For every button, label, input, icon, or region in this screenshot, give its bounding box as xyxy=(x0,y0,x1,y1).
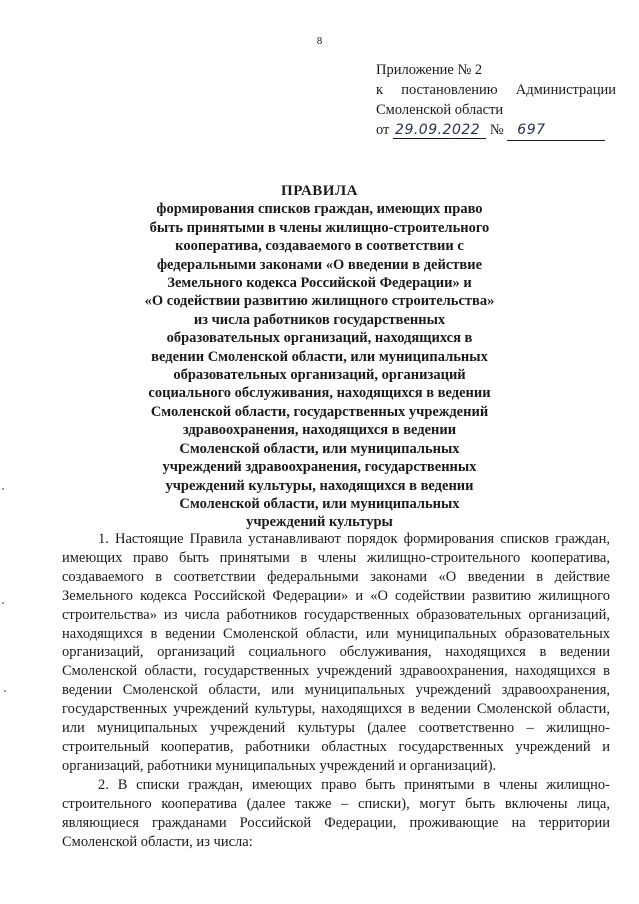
scan-speck xyxy=(2,602,4,604)
title-line: Смоленской области, государственных учреждений xyxy=(150,403,489,420)
title-heading: ПРАВИЛА xyxy=(281,183,358,199)
document-title xyxy=(100,182,539,532)
title-line: образовательных организаций, находящихся в xyxy=(166,330,473,347)
title-line: быть принятыми в члены жилищно-строительного xyxy=(149,219,490,236)
title-line: учреждений культуры, находящихся в ведении xyxy=(165,477,474,494)
paragraph: 1. Настоящие Правила устанавливают порядок формирования списков граждан, имеющих право быть принятыми в члены жилищно-строительного кооператива, создаваемого в соответствии федеральными законами «О введении в действие Земельного кодекса Российской Федерации» и «О содействии развитию жилищного строительства» из числа работников государственных образовательных организаций, находящихся в ведении Смоленской области, или муниципальных образовательных организаций, организаций социального обслуживания, находящихся в ведении Смоленской области, государственных учреждений здравоохранения, находящихся в ведении Смоленской области, или муниципальных учреждений здравоохранения, государственных учреждений культуры, находящихся в ведении Смоленской области, или муниципальных учреждений культуры (далее соответственно – жилищно-строительный кооператив, работники областных государственных учреждений и организаций, работники муниципальных учреждений и организаций). xyxy=(62,531,610,774)
title-line: Земельного кодекса Российской Федерации» и xyxy=(167,275,472,292)
title-line: здравоохранения, находящихся в ведении xyxy=(182,422,457,439)
paragraph: 2. В списки граждан, имеющих право быть принятыми в члены жилищно-строительного кооператива (далее также – списки), могут быть включены лица, являющиеся гражданами Российской Федерации, проживающие на территории Смоленской области, из числа: xyxy=(62,776,610,850)
handwritten-date: 29.09.2022 xyxy=(393,122,486,139)
scan-speck xyxy=(2,488,4,490)
title-line: кооператива, создаваемого в соответствии с xyxy=(175,238,464,255)
number-sign: № xyxy=(489,122,504,138)
title-line: Смоленской области, или муниципальных xyxy=(179,495,460,512)
annex-word: к xyxy=(376,82,384,98)
annex-word: постановлению xyxy=(401,82,498,98)
title-line: ведении Смоленской области, или муниципальных xyxy=(151,348,488,365)
annex-block xyxy=(376,60,616,141)
title-line: «О содействии развитию жилищного строительства» xyxy=(144,293,495,310)
title-line: образовательных организаций, организаций xyxy=(173,367,466,384)
body-text xyxy=(62,530,610,851)
date-prefix: от xyxy=(376,122,390,138)
title-line: учреждений здравоохранения, государственных xyxy=(162,459,477,476)
title-line: учреждений культуры xyxy=(246,514,393,531)
annex-title: Приложение № 2 xyxy=(376,62,483,78)
annex-date-row xyxy=(376,120,616,141)
annex-region: Смоленской области xyxy=(376,102,504,118)
title-line: из числа работников государственных xyxy=(193,311,446,328)
title-line: федеральными законами «О введении в действие xyxy=(156,256,483,273)
page-number: 8 xyxy=(316,35,323,47)
scan-speck xyxy=(4,690,6,692)
title-line: социального обслуживания, находящихся в ведении xyxy=(148,385,491,402)
annex-word: Администрации xyxy=(515,82,616,98)
title-line: Смоленской области, или муниципальных xyxy=(179,440,460,457)
handwritten-number: 697 xyxy=(507,120,605,141)
annex-decree-line xyxy=(376,80,616,100)
title-line: формирования списков граждан, имеющих право xyxy=(156,201,483,218)
